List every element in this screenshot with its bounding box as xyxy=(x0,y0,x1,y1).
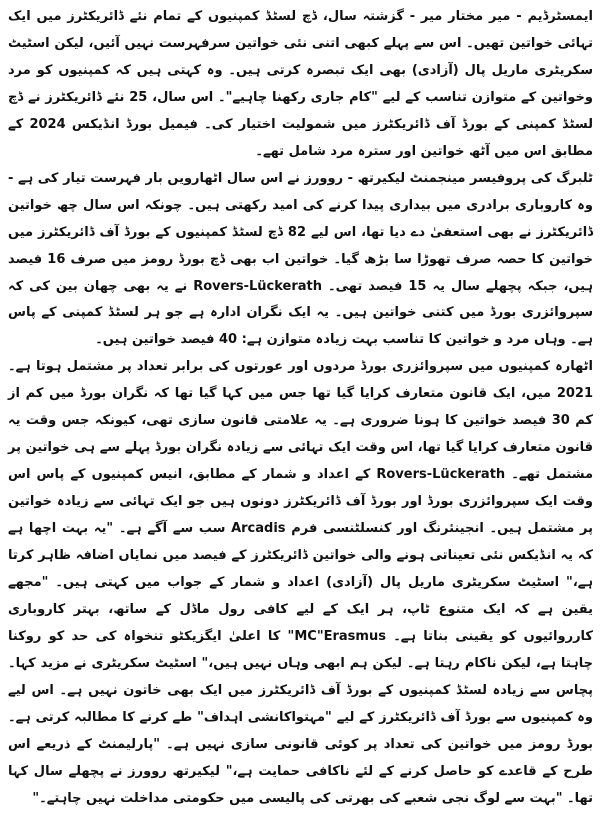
article-paragraph-2: ٹلبرگ کی پروفیسر مینجمنٹ لیکیرتھ - روورز نے اس سال اٹھارویں بار فہرست تیار کی ہے - وہ کاروباری برادری میں بیداری پیدا کرنے کی امید رکھتی ہیں۔ چونکہ اس سال چھ خواتین ڈائریکٹرز نے بھی استعفیٰ دے دیا تھا، اس لیے 82 ڈچ لسٹڈ کمپنیوں کے بورڈ آف ڈائریکٹرز میں خواتین کا حصہ صرف تھوڑا سا بڑھ گیا۔ خواتین اب بھی ڈچ بورڈ رومز میں صرف 16 فیصد ہیں، جبکہ پچھلے سال یہ 15 فیصد تھی۔ Rovers-Lückerath نے یہ بھی چھان بین کی کہ سپروائزری بورڈ میں کتنی خواتین ہیں۔ یہ ایک نگران ادارہ ہے جو ہر لسٹڈ کمپنی کے پاس ہے۔ وہاں مرد و خواتین کا تناسب بہت زیادہ متوازن ہے: 40 فیصد خواتین ہیں۔ xyxy=(8,170,594,348)
article-paragraph-3: اٹھارہ کمپنیوں میں سپروائزری بورڈ مردوں اور عورتوں کی برابر تعداد پر مشتمل ہوتا ہے۔ 2021 میں، ایک قانون متعارف کرایا گیا تھا جس میں کہا گیا تھا کہ نگران بورڈ میں کم از کم 30 فیصد خواتین کا ہونا ضروری ہے۔ یہ علامتی قانون سازی تھی، کیونکہ جس وقت یہ قانون متعارف کرایا گیا تھا، اس وقت ایک تہائی سے زیادہ نگران بورڈ پہلے سے ہی خواتین پر مشتمل تھے۔ Rovers-Lückerath کے اعداد و شمار کے مطابق، انیس کمپنیوں کے پاس اس وقت ایک سپروائزری بورڈ اور بورڈ آف ڈائریکٹرز دونوں ہیں جو ایک تہائی سے زیادہ خواتین پر مشتمل ہیں۔ انجینئرنگ اور کنسلٹنسی فرم Arcadis سب سے آگے ہے۔ "یہ بہت اچھا ہے کہ یہ انڈیکس نئی تعیناتی ہونے والی خواتین ڈائریکٹرز کے فیصد میں نمایاں اضافہ ظاہر کرتا ہے،" اسٹیٹ سکریٹری ماریل پال (آزادی) اعداد و شمار کے جواب میں کہتی ہیں۔ "مجھے یقین ہے کہ ایک متنوع ٹاپ، ہر ایک کے لیے کافی رول ماڈل کے ساتھ، بہتر کاروباری کارروائیوں کو یقینی بناتا ہے۔ MC"Erasmus" کا اعلیٰ ایگزیکٹو تنخواہ کی حد کو روکنا چاہتا ہے، لیکن ناکام رہتا ہے۔ لیکن ہم ابھی وہاں نہیں ہیں،" اسٹیٹ سکریٹری نے مزید کہا۔ پچاس سے زیادہ لسٹڈ کمپنیوں کے بورڈ آف ڈائریکٹرز میں ایک بھی خاتون نہیں ہے۔ اس لیے وہ کمپنیوں سے بورڈ آف ڈائریکٹرز کے لیے "مہتواکانشی اہداف" طے کرنے کا مطالبہ کرتی ہے۔ بورڈ رومز میں خواتین کی تعداد پر کوئی قانونی سازی نہیں ہے۔ "پارلیمنٹ کے ذریعے اس طرح کے قاعدے کو حاصل کرنے کے لئے ناکافی حمایت ہے،" لیکیرتھ روورز نے پچھلے سال کہا تھا۔ "بہت سے لوگ نجی شعبے کی بھرتی کی پالیسی میں حکومتی مداخلت نہیں چاہتے۔" xyxy=(8,359,593,806)
article-paragraph-1: ایمسٹرڈیم - میر مختار میر - گزشتہ سال، ڈچ لسٹڈ کمپنیوں کے تمام نئے ڈائریکٹرز میں ایک تہائی خواتین تھیں۔ اس سے پہلے کبھی اتنی نئی خواتین سرفہرست نہیں آئیں، لیکن اسٹیٹ سکریٹری ماریل پال (آزادی) بھی ایک تبصرہ کرتی ہیں۔ وہ کہتی ہیں کہ کمپنیوں کو مرد وخواتین کے متوازن تناسب کے لیے "کام جاری رکھنا چاہیے"۔ اس سال، 25 نئے ڈائریکٹرز نے ڈچ لسٹڈ کمپنی کے بورڈ آف ڈائریکٹرز میں شمولیت اختیار کی۔ فیمیل بورڈ انڈیکس 2024 کے مطابق اس میں آٹھ خواتین اور سترہ مرد شامل تھے۔ xyxy=(8,9,594,159)
